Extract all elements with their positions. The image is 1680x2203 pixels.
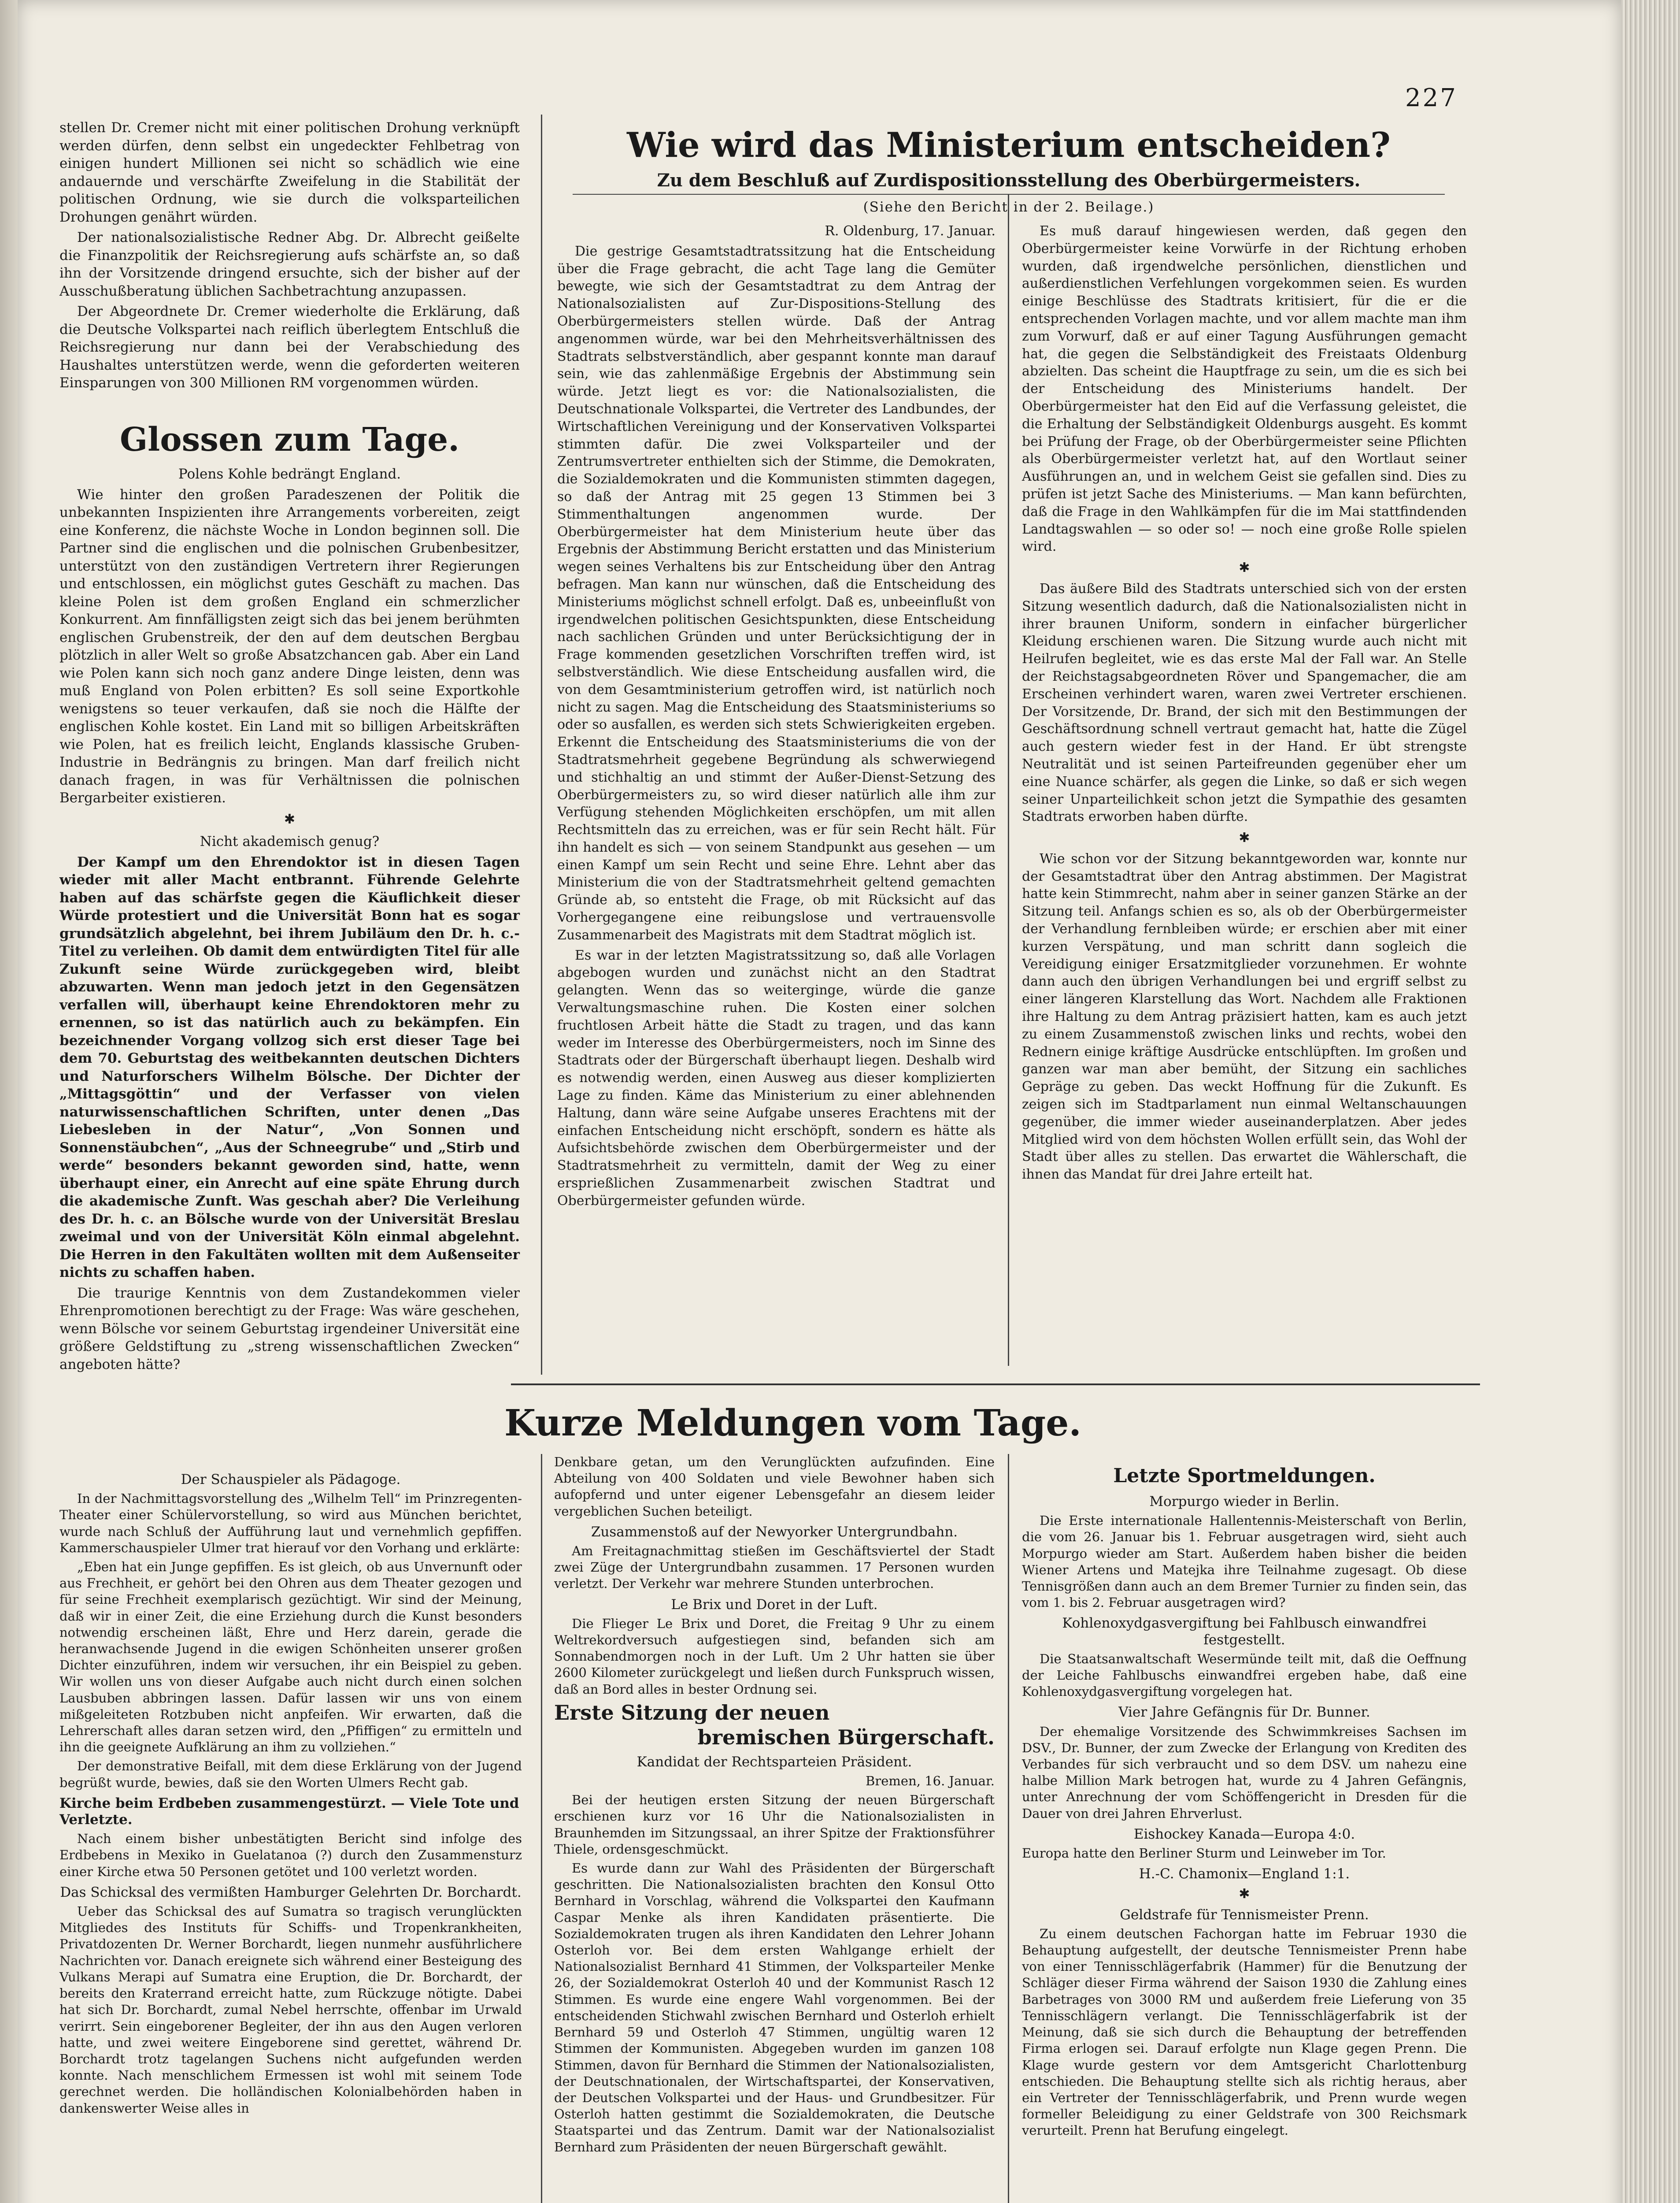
glossen-heading: Glossen zum Tage. <box>119 421 460 459</box>
kurze-column-3 <box>1022 1454 1467 2142</box>
paragraph: Das äußere Bild des Stadtrats unterschied sich von der ersten Sitzung wesentlich dadurch, daß die Nationalsozialisten nicht in ihrer braunen Uniform, sondern in einfacher bürgerlicher Kleidung erschienen waren. Die Sitzung wurde auch nicht mit Heilrufen begleitet, wie es das erste Mal der Fall war. An Stelle der Reichstagsabgeordneten Röver und Spangemacher, die am Erscheinen verhindert waren, waren zwei Vertreter erschienen. Der Vorsitzende, Dr. Brand, der sich mit den Bestimmungen der Geschäftsordnung schnell vertraut gemacht hat, hatte die Zügel auch gestern wieder fest in der Hand. Er übt strengste Neutralität und ist seinen Parteifreunden gegenüber eher um eine Nuance schärfer, als gegen die Linke, so daß er sich wegen seiner Unparteilichkeit schon jetzt die Sympathie des gesamten Stadtrats erworben haben dürfte. <box>1022 581 1467 825</box>
separator-star: ✱ <box>1239 830 1250 846</box>
section-divider <box>511 1383 1480 1385</box>
item-subheading: Geldstrafe für Tennismeister Prenn. <box>1120 1906 1369 1923</box>
paragraph: Wie hinter den großen Paradeszenen der Politik die unbekannten Inspizienten ihre Arrangements vorbereiten, zeigt eine Konferenz, die nächste Woche in London beginnen soll. Die Partner sind die englischen und die polnischen Grubenbesitzer, unterstützt von den zuständigen Vertretern ihrer Regierungen und entschlossen, ein möglichst gutes Geschäft zu machen. Das kleine Polen ist dem großen England ein schmerzlicher Konkurrent. Am finnfälligsten zeigt sich das bei jenem berühmten englischen Grubenstreik, der den auf dem deutschen Bergbau plötzlich in aller Welt so große Absatzchancen gab. Aber ein Land wie Polen kann sich noch ganz andere Dinge leisten, denn was muß England von Polen erbitten? Es soll seine Exportkohle wenigstens so teuer verkaufen, daß sie noch die Hälfte der englischen Kohle kostet. Ein Land mit so billigen Arbeitskräften wie Polen, hat es freilich leicht, Englands klassische Gruben-Industrie in Bedrängnis zu bringen. Man darf freilich nicht danach fragen, in was für Verhältnissen die polnischen Bergarbeiter existieren. <box>59 486 520 806</box>
item-subheading: Kirche beim Erdbeben zusammengestürzt. — Viele Tote und Verletzte. <box>59 1795 519 1828</box>
article-continuation <box>59 119 520 395</box>
page-left-edge <box>0 0 18 2203</box>
item-subheading: Morpurgo wieder in Berlin. <box>1149 1494 1340 1509</box>
item-subheading: Kohlenoxydgasvergiftung bei Fahlbusch einwandfrei festgestellt. <box>1062 1615 1427 1648</box>
column-rule-bottom-2 <box>1008 1454 1009 2203</box>
heading-underline <box>573 194 1445 195</box>
ministerium-column-a <box>557 223 995 1213</box>
paragraph: Der ehemalige Vorsitzende des Schwimmkreises Sachsen im DSV., Dr. Bunner, der zum Zwecke der Erlangung von Krediten des Verbandes für sich verbraucht und so dem DSV. um nahezu eine halbe Million Mark betrogen hat, wurde zu 4 Jahren Gefängnis, unter Anrechnung der vom Schöffengericht in Dresden für die Dauer von drei Jahren Ehrverlust. <box>1022 1724 1467 1821</box>
dateline: Bremen, 16. Januar. <box>866 1773 995 1789</box>
item-subheading: Der Schauspieler als Pädagoge. <box>181 1472 401 1487</box>
paragraph: Ueber das Schicksal des auf Sumatra so tragisch verunglückten Mitgliedes des Instituts für Schiffs- und Tropenkrankheiten, Privatdozenten Dr. Werner Borchardt, liegen nunmehr ausführlichere Nachrichten vor. Danach ereignete sich während einer Besteigung des Vulkans Merapi auf Sumatra eine Eruption, die Dr. Borchardt, der bereits den Kraterrand erreicht hatte, zum Rückzuge nötigte. Dabei hat sich Dr. Borchardt, zumal Nebel herrschte, offenbar im Urwald verirrt. Sein eingeborener Begleiter, der ihn aus den Augen verloren hatte, und zwei weitere Eingeborene sind gerettet, während Dr. Borchardt trotz tagelangen Suchens nicht aufgefunden werden konnte. Nach menschlichem Ermessen ist wohl mit seinem Tode gerechnet werden. Die holländischen Kolonialbehörden haben in dankenswerter Weise alles in <box>59 1904 522 2116</box>
bremen-heading: bremischen Bürgerschaft. <box>697 1725 995 1749</box>
item-subheading: Das Schicksal des vermißten Hamburger Gelehrten Dr. Borchardt. <box>60 1884 522 1900</box>
paragraph: Es wurde dann zur Wahl des Präsidenten der Bürgerschaft geschritten. Die Nationalsozialisten brachten den Konsul Otto Bernhard in Vorschlag, während die Volkspartei den Kaufmann Caspar Menke als ihren Kandidaten präsentierte. Die Sozialdemokraten trugen als ihren Kandidaten den Lehrer Johann Osterloh vor. Bei dem ersten Wahlgange erhielt der Nationalsozialist Bernhard 41 Stimmen, der Volksparteiler Menke 26, der Sozialdemokrat Osterloh 40 und der Kommunist Rasch 12 Stimmen. Es wurde eine engere Wahl vorgenommen. Bei der entscheidenden Stichwahl zwischen Bernhard und Osterloh erhielt Bernhard 59 und Osterloh 47 Stimmen, ungültig waren 12 Stimmen der Kommunisten. Abgegeben wurden im ganzen 108 Stimmen, davon für Bernhard die Stimmen der Nationalsozialisten, der Deutschnationalen, der Wirtschaftspartei, der Konservativen, der Deutschen Volkspartei und der Haus- und Grundbesitzer. Für Osterloh hatten gestimmt die Sozialdemokraten, die Deutsche Staatspartei und das Zentrum. Damit war der Nationalsozialist Bernhard zum Präsidenten der neuen Bürgerschaft gewählt. <box>554 1861 995 2155</box>
item-subheading: Eishockey Kanada—Europa 4:0. <box>1133 1826 1355 1842</box>
ministerium-column-b <box>1022 223 1467 1186</box>
paragraph: Bei der heutigen ersten Sitzung der neuen Bürgerschaft erschienen kurz vor 16 Uhr die Nationalsozialisten in Braunhemden im Sitzungssaal, an ihrer Spitze der Fraktionsführer Thiele, ordensgeschmückt. <box>554 1792 995 1857</box>
column-rule-mid <box>1008 194 1009 1366</box>
kurze-column-1 <box>59 1467 522 2119</box>
paragraph: Die Erste internationale Hallentennis-Meisterschaft von Berlin, die vom 26. Januar bis 1. Februar ausgetragen wird, sieht auch Morpurgo wieder am Start. Außerdem haben bisher die beiden Wiener Artens und Matejka ihre Teilnahme zugesagt. Ob diese Tennisgrößen dann auch an dem Bremer Turnier zu finden sein, das vom 1. bis 2. Februar ausgetragen wird? <box>1022 1513 1467 1610</box>
paragraph: Der nationalsozialistische Redner Abg. Dr. Albrecht geißelte die Finanzpolitik der Reichsregierung aufs schärfste an, so daß ihn der Vorsitzende dringend ersuchte, sich der bisher auf der Ausschußberatung üblichen Sachbetrachtung anzupassen. <box>59 230 520 299</box>
item-subheading: Vier Jahre Gefängnis für Dr. Bunner. <box>1118 1704 1370 1721</box>
paragraph: Die traurige Kenntnis von dem Zustandekommen vieler Ehrenpromotionen berechtigt zu der Frage: Was wäre geschehen, wenn Bölsche vor seinem Geburtstag irgendeiner Universität eine größere Geldstiftung zu „streng wissenschaftlichen Zwecken“ angeboten hätte? <box>59 1285 520 1372</box>
item-subheading: Le Brix und Doret in der Luft. <box>671 1596 878 1613</box>
paragraph: Die Flieger Le Brix und Doret, die Freitag 9 Uhr zu einem Weltrekordversuch aufgestiegen sind, befanden sich am Sonnabendmorgen noch in der Luft. Um 2 Uhr hatten sie über 2600 Kilometer zurückgelegt und ließen durch Funkspruch wissen, daß an Bord alles in bester Ordnung sei. <box>554 1616 995 1697</box>
ministerium-heading: Wie wird das Ministerium entscheiden? <box>627 125 1391 165</box>
kurze-meldungen-heading: Kurze Meldungen vom Tage. <box>504 1402 1081 1444</box>
paragraph: Die Staatsanwaltschaft Wesermünde teilt mit, daß die Oeffnung der Leiche Fahlbuschs einwandfrei ergeben habe, daß eine Kohlenoxydgasvergiftung vorgelegen hat. <box>1022 1651 1467 1699</box>
bremen-heading: Erste Sitzung der neuen <box>554 1700 830 1725</box>
glossen-subheading-1: Polens Kohle bedrängt England. <box>178 466 401 482</box>
paragraph: Am Freitagnachmittag stießen im Geschäftsviertel der Stadt zwei Züge der Untergrundbahn zusammen. 17 Personen wurden verletzt. Der Verkehr war mehrere Stunden unterbrochen. <box>554 1543 995 1591</box>
paragraph: Europa hatte den Berliner Sturm und Leinweber im Tor. <box>1022 1846 1386 1861</box>
paragraph: Die gestrige Gesamtstadtratssitzung hat die Entscheidung über die Frage gebracht, die acht Tage lang die Gemüter bewegte, wie sich der Gesamtstadtrat zu dem Antrag der Nationalsozialisten auf Zur-Dispositions-Stellung des Oberbürgermeisters stellen würde. Daß der Antrag angenommen würde, war bei den Mehrheitsverhältnissen des Stadtrats selbstverständlich, aber gespannt konnte man darauf sein, wie das zahlenmäßige Ergebnis der Abstimmung sein würde. Jetzt liegt es vor: die Nationalsozialisten, die Deutschnationale Volkspartei, die Vertreter des Landbundes, der Wirtschaftlichen Vereinigung und der Konservativen Volkspartei stimmten dafür. Die zwei Volksparteiler und der Zentrumsvertreter enthielten sich der Stimme, die Demokraten, die Sozialdemokraten und die Kommunisten stimmten dagegen, so daß der Antrag mit 25 gegen 13 Stimmen bei 3 Stimmenthaltungen angenommen wurde. Der Oberbürgermeister hat dem Ministerium heute über das Ergebnis der Abstimmung Bericht erstatten und das Ministerium wegen seines Verhaltens bis zur Entscheidung über den Antrag befragen. Man kann nur wünschen, daß die Entscheidung des Ministeriums möglichst schnell erfolgt. Daß es, unbeeinflußt von irgendwelchen politischen Gesichtspunkten, diese Entscheidung nach sachlichen Gründen und unter Berücksichtigung der in Frage kommenden gesetzlichen Vorschriften treffen wird, ist selbstverständlich. Wie diese Entscheidung ausfallen wird, die von dem Gesamtministerium getroffen wird, ist natürlich noch nicht zu sagen. Mag die Entscheidung des Staatsministeriums so oder so ausfallen, es werden sich stets Schwierigkeiten ergeben. Erkennt die Entscheidung des Staatsministeriums die von der Stadtratsmehrheit gegebene Begründung als schwerwiegend und stichhaltig an und stimmt der Außer-Dienst-Setzung des Oberbürgermeisters zu, so wird dieser natürlich alle ihm zur Verfügung stehenden Möglichkeiten erschöpfen, um mit allen Rechtsmitteln das zu erreichen, was er für sein Recht hält. Für ihn handelt es sich — von seinem Standpunkt aus gesehen — um einen Kampf um sein Recht und seine Ehre. Lehnt aber das Ministerium die von der Stadtratsmehrheit geltend gemachten Gründe ab, so entsteht die Frage, ob mit Rücksicht auf das Vorhergegangene eine reibungslose und vertrauensvolle Zusammenarbeit des Magistrats mit dem Stadtrat möglich ist. <box>557 243 995 943</box>
sport-heading: Letzte Sportmeldungen. <box>1113 1465 1376 1487</box>
paragraph: Der Abgeordnete Dr. Cremer wiederholte die Erklärung, daß die Deutsche Volkspartei nach reiflich überlegtem Entschluß die Reichsregierung nur dann bei der Verabschiedung des Haushaltes unterstützen werde, wenn die geforderten weiteren Einsparungen von 300 Millionen RM vorgenommen würden. <box>59 304 520 391</box>
column-rule-bottom-1 <box>541 1454 542 2203</box>
item-subheading: H.-C. Chamonix—England 1:1. <box>1139 1866 1350 1882</box>
paragraph: Zu einem deutschen Fachorgan hatte im Februar 1930 die Behauptung aufgestellt, der deutsche Tennismeister Prenn habe von einer Tennisschlägerfabrik (Hammer) für die Benutzung der Schläger dieser Firma während der Saison 1930 die Zahlung eines Barbetrages von 3000 RM und außerdem freie Lieferung von 35 Tennisschlägern verlangt. Die Tennisschlägerfabrik ist der Meinung, daß sie sich durch die Behauptung der betreffenden Firma erlogen sei. Darauf erfolgte nun Klage gegen Prenn. Die Klage wurde gestern vor dem Amtsgericht Charlottenburg entschieden. Die Behauptung stellte sich als richtig heraus, aber ein Vertreter der Tennisschlägerfabrik, und Prenn wurde wegen formeller Beleidigung zu einer Geldstrafe von 300 Reichsmark verurteilt. Prenn hat Berufung eingelegt. <box>1022 1926 1467 2138</box>
glossen-subheading-2: Nicht akademisch genug? <box>200 834 380 849</box>
separator-star: ✱ <box>284 811 296 827</box>
column-rule-left <box>541 115 542 1375</box>
paragraph: stellen Dr. Cremer nicht mit einer politischen Drohung verknüpft werden dürfen, denn selbst ein ungedeckter Fehlbetrag von einigen hundert Millionen sei nicht so schädlich wie eine andauernde und verschärfte Zweifelung in die Stabilität der politischen Ordnung, wie sie durch die volksparteilichen Drohungen genährt würden. <box>59 120 520 225</box>
paragraph: „Eben hat ein Junge gepfiffen. Es ist gleich, ob aus Unvernunft oder aus Frechheit, er gehört bei den Ohren aus dem Theater gezogen und für seine Frechheit exemplarisch gezüchtigt. Wir sind der Meinung, daß wir in einer Zeit, die eine Erziehung durch die Kunst besonders notwendig erscheinen läßt, Ehre und Herz darein, gerade die heranwachsende Jugend in die ewigen Schönheiten unserer großen Dichter einzuführen, indem wir versuchen, ihr ein Beispiel zu geben. Wir wollen uns von dieser Aufgabe auch nicht durch einen solchen Lausbuben abbringen lassen. Dafür lassen wir uns von einem mißgeleiteten Rotzbuben nicht anpfeifen. Wir erwarten, daß die Lehrerschaft alles daran setzen wird, den „Pfiffigen“ zu ermitteln und ihn die geeignete Aufklärung an ihm zu vollziehen.“ <box>59 1559 522 1755</box>
kurze-column-2 <box>554 1454 995 2158</box>
book-page-edges <box>1621 0 1680 2203</box>
dateline: R. Oldenburg, 17. Januar. <box>825 223 995 239</box>
paragraph: Der demonstrative Beifall, mit dem diese Erklärung von der Jugend begrüßt wurde, bewies, daß sie den Worten Ulmers Recht gab. <box>59 1758 522 1790</box>
paragraph: Denkbare getan, um den Verunglückten aufzufinden. Eine Abteilung von 400 Soldaten und viele Bewohner haben sich aufopfernd und unter eigener Lebensgefahr an diesem leider vergeblichen Suchen beteiligt. <box>554 1454 995 1519</box>
separator-star: ✱ <box>1239 1886 1250 1902</box>
ministerium-subheading: Zu dem Beschluß auf Zurdispositionsstellung des Oberbürgermeisters. <box>657 170 1361 191</box>
separator-star: ✱ <box>1239 560 1250 576</box>
page-number: 227 <box>1405 84 1458 112</box>
paragraph: Der Kampf um den Ehrendoktor ist in diesen Tagen wieder mit aller Macht entbrannt. Führende Gelehrte haben auf das schärfste gegen die Käuflichkeit dieser Würde protestiert und die Universität Bonn hat es sogar grundsätzlich abgelehnt, bei ihrem Jubiläum den Dr. h. c.-Titel zu verleihen. Ob damit dem entwürdigten Titel für alle Zukunft seine Würde zurückgegeben wird, bleibt abzuwarten. Wenn man jedoch jetzt in den Gegensätzen verfallen will, überhaupt keine Ehrendoktoren mehr zu ernennen, so ist das natürlich auch zu bekämpfen. Ein bezeichnender Vorgang vollzog sich erst dieser Tage bei dem 70. Geburtstag des weitbekannten deutschen Dichters und Naturforschers Wilhelm Bölsche. Der Dichter der „Mittagsgöttin“ und der Verfasser von vielen naturwissenschaftlichen Schriften, unter denen „Das Liebesleben in der Natur“, „Von Sonnen und Sonnenstäubchen“, „Aus der Schneegrube“ und „Stirb und werde“ besonders bekannt geworden sind, hatte, wenn überhaupt einer, ein Anrecht auf eine späte Ehrung durch die akademische Zunft. Was geschah aber? Die Verleihung des Dr. h. c. an Bölsche wurde von der Universität Breslau zweimal und von der Universität Köln einmal abgelehnt. Die Herren in den Fakultäten wollten mit dem Außenseiter nichts zu schaffen haben. <box>59 854 520 1280</box>
glossen-section <box>59 419 520 1376</box>
ministerium-note: (Siehe den Bericht in der 2. Beilage.) <box>863 199 1155 215</box>
paragraph: Wie schon vor der Sitzung bekanntgeworden war, konnte nur der Gesamtstadtrat über den Antrag abstimmen. Der Magistrat hatte kein Stimmrecht, nahm aber in seiner ganzen Stärke an der Sitzung teil. Anfangs schien es so, als ob der Oberbürgermeister der Verhandlung fernbleiben würde; er erschien aber mit einer kurzen Verspätung, und man schritt dann sogleich die Vereidigung einiger Ersatzmitglieder vorzunehmen. Er wohnte dann auch den übrigen Verhandlungen bei und ergriff selbst zu einer längeren Klarstellung das Wort. Nachdem alle Fraktionen ihre Haltung zu dem Antrag präzisiert hatten, kam es auch jetzt zu einem Zusammenstoß zwischen links und rechts, wobei den Rednern einige kräftige Ausdrücke entschlüpften. Im großen und ganzen war man aber bemüht, der Sitzung ein sachliches Gepräge zu geben. Das weckt Hoffnung für die Zukunft. Es zeigen sich im Stadtparlament nun einmal Weltanschauungen gegenüber, die immer wieder auseinanderplatzen. Aber jedes Mitglied wird von dem höchsten Wollen erfüllt sein, das Wohl der Stadt über alles zu stellen. Das erwartet die Wählerschaft, die ihnen das Mandat für drei Jahre erteilt hat. <box>1022 851 1467 1183</box>
item-subheading: Zusammenstoß auf der Newyorker Untergrundbahn. <box>591 1524 958 1540</box>
paragraph: In der Nachmittagsvorstellung des „Wilhelm Tell“ im Prinzregenten-Theater einer Schülervorstellung, so wird aus München berichtet, wurde nach Schluß der Aufführung laut und vernehmlich gepfiffen. Kammerschauspieler Ulmer trat hierauf vor den Vorhang und erklärte: <box>59 1491 522 1555</box>
item-subheading: Kandidat der Rechtsparteien Präsident. <box>636 1754 912 1770</box>
paragraph: Nach einem bisher unbestätigten Bericht sind infolge des Erdbebens in Mexiko in Guelatanoa (?) durch den Zusammensturz einer Kirche etwa 50 Personen getötet und 100 verletzt worden. <box>59 1831 522 1879</box>
paragraph: Es muß darauf hingewiesen werden, daß gegen den Oberbürgermeister keine Vorwürfe in der Richtung erhoben wurden, daß irgendwelche persönlichen, dienstlichen und außerdienstlichen Verfehlungen vorgekommen seien. Es wurden einige Beschlüsse des Stadtrats kritisiert, für die er die entsprechenden Vorlagen machte, und vor allem machte man ihm zum Vorwurf, daß er auf einer Tagung Ausführungen gemacht hat, die gegen die Selbständigkeit des Freistaats Oldenburg abzielten. Das scheint die Hauptfrage zu sein, um die es sich bei der Entscheidung des Ministeriums handelt. Der Oberbürgermeister hat den Eid auf die Verfassung geleistet, die die Erhaltung der Selbständigkeit Oldenburgs ausgeht. Es kommt bei Prüfung der Frage, ob der Oberbürgermeister seine Pflichten als Oberbürgermeister verletzt hat, auf den Wortlaut seiner Ausführungen an, und in welchem Geist sie gefallen sind. Dies zu prüfen ist jetzt Sache des Ministeriums. — Man kann befürchten, daß die Frage in den Wahlkämpfen für die im Mai stattfindenden Landtagswahlen — so oder so! — noch eine große Rolle spielen wird. <box>1022 223 1467 555</box>
paragraph: Es war in der letzten Magistratssitzung so, daß alle Vorlagen abgebogen wurden und zunächst nicht an den Stadtrat gelangten. Wenn das so weitergingе, würde die ganze Verwaltungsmaschine ruhen. Die Kosten einer solchen fruchtlosen Arbeit hätte die Stadt zu tragen, und das kann weder im Interesse des Oberbürgermeisters, noch im Sinne des Stadtrats oder der Bürgerschaft überhaupt liegen. Deshalb wird es notwendig werden, einen Ausweg aus dieser komplizierten Lage zu finden. Käme das Ministerium zu einer ablehnenden Haltung, dann wäre seine Aufgabe unseres Erachtens mit der einfachen Entscheidung nicht erschöpft, sondern es hätte als Aufsichtsbehörde zwischen dem Oberbürgermeister und der Stadtratsmehrheit zu vermitteln, damit der Weg zu einer ersprießlichen Zusammenarbeit zwischen Stadtrat und Oberbürgermeister gefunden würde. <box>557 947 995 1209</box>
